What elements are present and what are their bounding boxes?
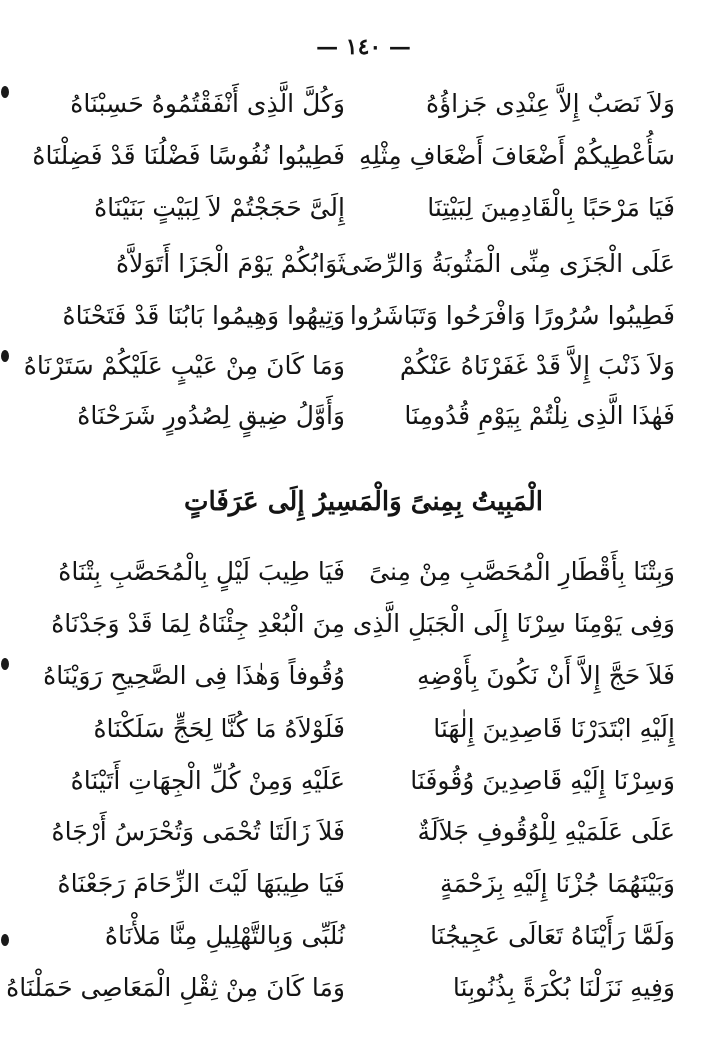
- verse-first-hemistich: وَلَمَّا رَأَيْنَاهُ تَعَالَى عَجِيجُنَا: [430, 921, 675, 950]
- margin-mark: [1, 350, 9, 362]
- poem-verse: [0, 340, 727, 392]
- verse-second-hemistich: وَكُلَّ الَّذِى أَنْفَقْتُمُوهُ حَسِبْنَاهُ: [70, 89, 345, 118]
- verse-second-hemistich: فَلاَ زَالَتَا تُحْمَى وَتُحْرَسُ أَرْجَاهُ: [51, 817, 345, 846]
- verse-second-hemistich: ثَوَابُكُمْ يَوْمَ الْجَزَا أَتَوَلاَّهُ: [115, 249, 345, 278]
- verse-second-hemistich: فَيَا طِيبَهَا لَيْتَ الزِّحَامَ رَجَعْنَاهُ: [57, 869, 345, 898]
- verse-first-hemistich: فَيَا مَرْحَبًا بِالْقَادِمِينَ لِبَيْتِنَا: [427, 193, 675, 222]
- section-heading: الْمَبِيتُ بِمِنىً وَالْمَسِيرُ إِلَى عَرَفَاتٍ: [183, 487, 543, 517]
- poem-verse: [0, 130, 727, 182]
- poem-verse: [0, 390, 727, 442]
- verse-first-hemistich: فَطِيبُوا سُرُورًا وَافْرَحُوا وَتَبَاشَرُوا: [349, 301, 675, 330]
- poem-verse: [0, 806, 727, 858]
- poem-verse: [0, 182, 727, 234]
- verse-first-hemistich: وَبَيْنَهُمَا جُزْنَا إِلَيْهِ بِزَحْمَةٍ: [440, 869, 675, 898]
- verse-first-hemistich: عَلَى الْجَزَى مِنِّى الْمَثُوبَةُ وَالرِّضَى: [341, 249, 675, 278]
- poem-verse: [0, 858, 727, 910]
- verse-second-hemistich: وَمَا كَانَ مِنْ ثِقْلِ الْمَعَاصِى حَمَلْنَاهُ: [6, 973, 345, 1002]
- verse-second-hemistich: مِنَ الْبُعْدِ جِئْنَاهُ لِمَا قَدْ وَجَدْنَاهُ: [51, 609, 345, 638]
- verse-second-hemistich: وَمَا كَانَ مِنْ عَيْبٍ عَلَيْكُمْ سَتَرْنَاهُ: [23, 351, 345, 380]
- poem-verse: [0, 290, 727, 342]
- verse-second-hemistich: فَيَا طِيبَ لَيْلٍ بِالْمُحَصَّبِ بِتْنَاهُ: [58, 557, 345, 586]
- poem-verse: [0, 910, 727, 962]
- verse-first-hemistich: وَفِيهِ نَزَلْنَا بُكْرَةً بِذُنُوبِنَا: [452, 973, 675, 1002]
- verse-second-hemistich: عَلَيْهِ وَمِنْ كُلِّ الْجِهَاتِ أَتَيْنَاهُ: [70, 766, 345, 795]
- poem-verse: [0, 962, 727, 1014]
- verse-first-hemistich: سَأُعْطِيكُمْ أَضْعَافَ أَضْعَافِ مِثْلِهِ: [359, 141, 675, 170]
- verse-second-hemistich: إِلَىَّ حَجَجْتُمْ لاَ لِبَيْتٍ بَنَيْنَاهُ: [94, 193, 345, 222]
- verse-second-hemistich: نُلَبِّى وَبِالتَّهْلِيلِ مِنَّا مَلأْنَاهُ: [104, 921, 345, 950]
- verse-second-hemistich: وُقُوفاً وَهٰذَا فِى الصَّحِيحِ رَوَيْنَاهُ: [43, 661, 345, 690]
- poem-verse: [0, 238, 727, 290]
- poem-verse: [0, 650, 727, 702]
- verse-second-hemistich: وَأَوَّلُ ضِيقٍ لِصُدُورٍ شَرَحْنَاهُ: [77, 401, 345, 430]
- verse-second-hemistich: فَطِيبُوا نُفُوسًا فَضْلُنَا قَدْ فَضِلْنَاهُ: [32, 141, 345, 170]
- poem-verse: [0, 546, 727, 598]
- verse-first-hemistich: وَفِى يَوْمِنَا سِرْنَا إِلَى الْجَبَلِ الَّذِى: [352, 609, 675, 638]
- margin-mark: [1, 934, 9, 946]
- verse-first-hemistich: إِلَيْهِ ابْتَدَرْنَا قَاصِدِينَ إِلٰهَنَا: [433, 714, 675, 743]
- verse-first-hemistich: وَسِرْنَا إِلَيْهِ قَاصِدِينَ وُقُوفَنَا: [410, 766, 675, 795]
- margin-mark: [1, 86, 9, 98]
- page-number: — ١٤٠ —: [316, 34, 411, 60]
- verse-first-hemistich: فَهٰذَا الَّذِى نِلْتُمْ بِيَوْمِ قُدُومِنَا: [404, 401, 675, 430]
- verse-first-hemistich: وَلاَ ذَنْبَ إِلاَّ قَدْ غَفَرْنَاهُ عَنْكُمْ: [399, 351, 675, 380]
- poem-verse: [0, 755, 727, 807]
- verse-first-hemistich: فَلاَ حَجَّ إِلاَّ أَنْ نَكُونَ بِأَوْضِهِ: [416, 661, 675, 690]
- verse-first-hemistich: عَلَى عَلَمَيْهِ لِلْوُقُوفِ جَلاَلَةٌ: [417, 817, 675, 846]
- poem-verse: [0, 78, 727, 130]
- margin-mark: [1, 658, 9, 670]
- verse-first-hemistich: وَلاَ نَصَبٌ إِلاَّ عِنْدِى جَزاؤُهُ: [425, 89, 675, 118]
- verse-first-hemistich: وَبِتْنَا بِأَقْطَارِ الْمُحَصَّبِ مِنْ مِنىً: [369, 557, 675, 586]
- verse-second-hemistich: وَتِيهُوا وَهِيمُوا بَابُنَا قَدْ فَتَحْنَاهُ: [62, 301, 345, 330]
- poem-verse: [0, 703, 727, 755]
- poem-verse: [0, 598, 727, 650]
- verse-second-hemistich: فَلَوْلاَهُ مَا كُنَّا لِحَجٍّ سَلَكْنَاهُ: [93, 714, 345, 743]
